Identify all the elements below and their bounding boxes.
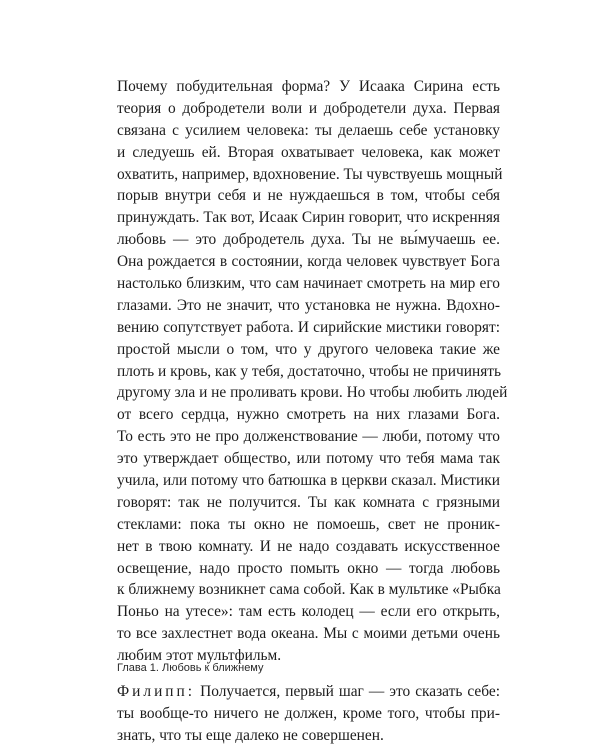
text-line: плоть и кровь, как у тебя, достаточно, чтобы не причинять	[117, 362, 502, 380]
text-line: любим этот мультфильм.	[117, 647, 282, 665]
text-line: нет в твою комнату. И не надо создавать искусственное	[117, 537, 500, 555]
text-line: охватить, например, вдохновение. Ты чувствуешь мощный	[117, 165, 503, 183]
running-footer: Глава 1. Любовь к ближнему	[117, 662, 264, 674]
text-line: глазами. Это не значит, что установка не нужна. Вдохно-	[117, 296, 500, 314]
text-line: Поньо на утесе»: там есть колодец — если его открыть,	[117, 603, 500, 621]
text-line: То есть это не про долженствование — люби, потому что	[117, 428, 500, 446]
text-line: другому зла и не проливать крови. Но чтобы любить людей	[117, 384, 508, 402]
text-line: от всего сердца, нужно смотреть на них глазами Бога.	[117, 406, 500, 424]
text-line: настолько близким, что сам начинает смотреть на мир его	[117, 275, 500, 293]
text-line: и следуешь ей. Вторая охватывает человека, как может	[117, 143, 500, 161]
text-line: любовь — это добродетель духа. Ты не вы́мучаешь ее.	[117, 231, 500, 249]
paragraph-2	[117, 681, 500, 747]
text-line: то все захлестнет вода океана. Мы с моими детьми очень	[117, 625, 500, 643]
text-line: порыв внутри себя и не нуждаешься в том, чтобы себя	[117, 187, 500, 205]
text-line: Она рождается в состоянии, когда человек чувствует Бога	[117, 253, 500, 271]
text-line: стеклами: пока ты окно не помоешь, свет не проник-	[117, 515, 500, 533]
paragraph-1	[117, 76, 508, 667]
text-line: теория о добродетели воли и добродетели духа. Первая	[117, 99, 500, 117]
text-line: Почему побудительная форма? У Исаака Сирина есть	[117, 78, 500, 95]
text-line: принуждать. Так вот, Исаак Сирин говорит, что искренняя	[117, 209, 500, 227]
text-line: освещение, надо просто помыть окно — тогда любовь	[117, 559, 500, 577]
text-line: ты вообще-то ничего не должен, кроме того, чтобы при-	[117, 704, 500, 722]
text-line: простой мысли о том, что у другого человека такие же	[117, 340, 500, 358]
dialogue-first-line	[117, 681, 500, 703]
text-line: это утверждает общество, или потому что тебя мама так	[117, 450, 500, 468]
text-line: связана с усилием человека: ты делаешь себе установку	[117, 121, 500, 139]
text-line: вению сопутствует работа. И сирийские мистики говорят:	[117, 318, 500, 336]
dialogue-text: Получается, первый шаг — это сказать себе:	[195, 683, 500, 701]
text-line: знать, что ты еще далеко не совершенен.	[117, 726, 384, 744]
speaker-name: Филипп:	[117, 683, 196, 701]
text-line: учила, или потому что батюшка в церкви сказал. Мистики	[117, 472, 500, 490]
text-line: говорят: так не получится. Ты как комната с грязными	[117, 493, 500, 511]
main-text	[117, 76, 508, 747]
text-line: к ближнему возникнет сама собой. Как в мультике «Рыбка	[117, 581, 501, 599]
